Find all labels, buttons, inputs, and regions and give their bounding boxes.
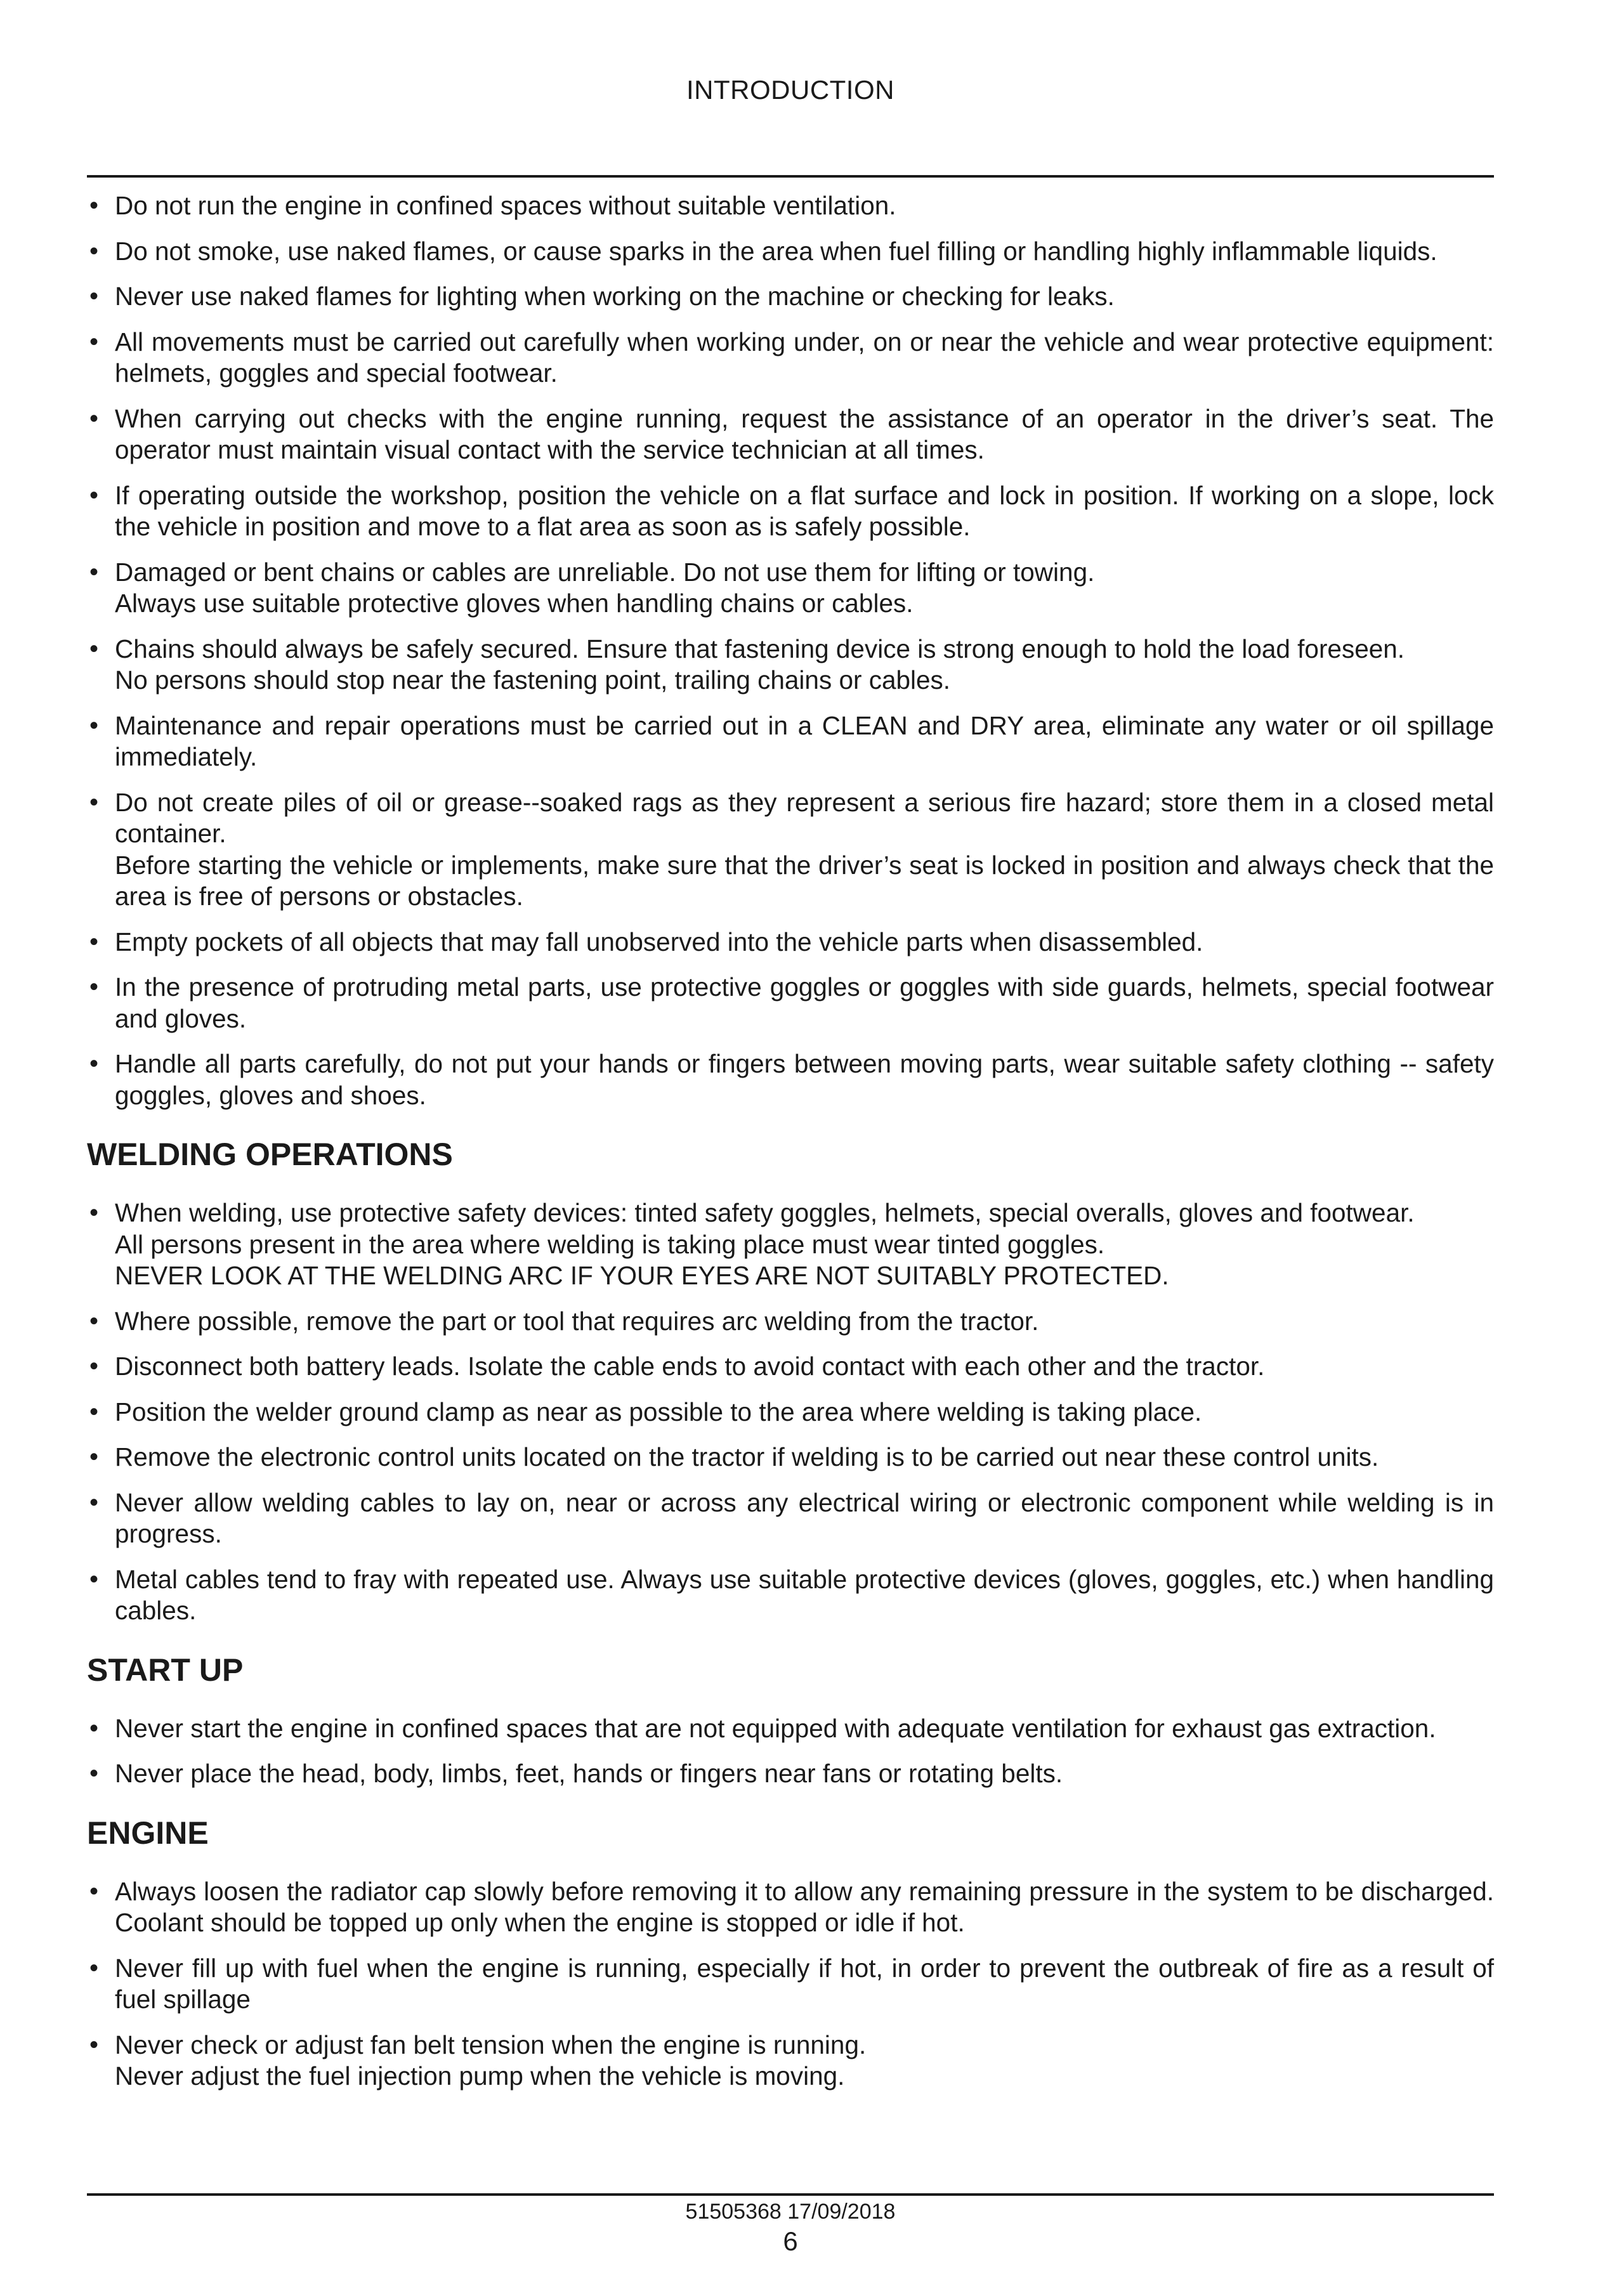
bullet-text: • Where possible, remove the part or tool that requires arc welding from the tractor. [115, 1306, 1039, 1336]
bullet-text: All persons present in the area where welding is taking place must wear tinted goggles. [115, 1229, 1105, 1259]
bullet-text: • Position the welder ground clamp as near as possible to the area where welding is taking place. [115, 1397, 1202, 1426]
bullet-text: • Always loosen the radiator cap slowly before removing it to allow any remaining pressure in the system to be discharged. Coolant should be topped up only when the engine is stopped or idle if hot. [115, 1876, 1494, 1937]
page-number: 6 [783, 2226, 798, 2256]
bullet-text: • Empty pockets of all objects that may fall unobserved into the vehicle parts when disassembled. [115, 927, 1203, 956]
header-rule [87, 175, 1494, 178]
bullet-item [87, 2030, 1494, 2092]
bullet-item [87, 557, 1494, 620]
bullet-text: • Metal cables tend to fray with repeated use. Always use suitable protective devices (gloves, goggles, etc.) when handling cables. [115, 1564, 1494, 1625]
bullet-text: • If operating outside the workshop, position the vehicle on a flat surface and lock in position. If working on a slope, lock the vehicle in position and move to a flat area as soon as is safely possible. [115, 480, 1494, 541]
page-content [87, 190, 1494, 2106]
bullet-item [87, 1953, 1494, 2016]
bullet-text: • In the presence of protruding metal parts, use protective goggles or goggles with side guards, helmets, special footwear and gloves. [115, 972, 1494, 1033]
bullet-item [87, 972, 1494, 1034]
bullet-text: • When carrying out checks with the engine running, request the assistance of an operator in the driver’s seat. The operator must maintain visual contact with the service technician at all times. [115, 403, 1494, 464]
bullet-item [87, 1442, 1494, 1473]
bullet-text: • Never start the engine in confined spaces that are not equipped with adequate ventilation for exhaust gas extraction. [115, 1713, 1436, 1743]
general-safety-list [87, 190, 1494, 1111]
bullet-item [87, 190, 1494, 222]
bullet-item [87, 1197, 1494, 1292]
bullet-text: • Disconnect both battery leads. Isolate the cable ends to avoid contact with each other and the tractor. [115, 1352, 1265, 1381]
engine-list [87, 1876, 1494, 2092]
engine-heading: ENGINE [87, 1815, 209, 1851]
bullet-item [87, 281, 1494, 313]
bullet-text: • Do not create piles of oil or grease--soaked rags as they represent a serious fire hazard; store them in a closed metal container. [115, 787, 1494, 848]
bullet-text: • Never place the head, body, limbs, feet, hands or fingers near fans or rotating belts. [115, 1759, 1063, 1788]
bullet-item [87, 927, 1494, 958]
bullet-item [87, 1351, 1494, 1383]
bullet-item [87, 327, 1494, 389]
bullet-text: • Never allow welding cables to lay on, near or across any electrical wiring or electronic component while welding is in progress. [115, 1487, 1494, 1548]
bullet-text: • All movements must be carried out carefully when working under, on or near the vehicle and wear protective equipment: helmets, goggles and special footwear. [115, 327, 1494, 388]
bullet-text: • Never check or adjust fan belt tension when the engine is running. [115, 2030, 867, 2059]
bullet-text: NEVER LOOK AT THE WELDING ARC IF YOUR EYES ARE NOT SUITABLY PROTECTED. [115, 1261, 1169, 1290]
bullet-text: • Remove the electronic control units located on the tractor if welding is to be carried out near these control units. [115, 1442, 1379, 1471]
document-page [87, 0, 1494, 2296]
bullet-item [87, 1306, 1494, 1338]
startup-heading: START UP [87, 1652, 244, 1688]
footer-rule [87, 2193, 1494, 2196]
bullet-item [87, 403, 1494, 466]
bullet-text: Never adjust the fuel injection pump when the vehicle is moving. [115, 2061, 845, 2091]
bullet-text: • Handle all parts carefully, do not put your hands or fingers between moving parts, wear suitable safety clothing -- safety goggles, gloves and shoes. [115, 1049, 1494, 1110]
bullet-item [87, 1564, 1494, 1627]
bullet-item [87, 1397, 1494, 1428]
startup-list [87, 1713, 1494, 1790]
bullet-text: • Never fill up with fuel when the engine is running, especially if hot, in order to prevent the outbreak of fire as a result of fuel spillage [115, 1953, 1494, 2014]
bullet-item [87, 634, 1494, 696]
bullet-text: • When welding, use protective safety devices: tinted safety goggles, helmets, special overalls, gloves and footwear. [115, 1198, 1415, 1227]
bullet-item [87, 710, 1494, 773]
bullet-text: • Do not smoke, use naked flames, or cause sparks in the area when fuel filling or handling highly inflammable liquids. [115, 236, 1437, 266]
bullet-item [87, 787, 1494, 913]
bullet-item [87, 1758, 1494, 1790]
page-header-title: INTRODUCTION [686, 75, 894, 105]
bullet-item [87, 1713, 1494, 1745]
bullet-text: • Chains should always be safely secured. Ensure that fastening device is strong enough to hold the load foreseen. [115, 634, 1405, 663]
bullet-text: Always use suitable protective gloves when handling chains or cables. [115, 589, 914, 618]
welding-list [87, 1197, 1494, 1627]
bullet-text: No persons should stop near the fastening point, trailing chains or cables. [115, 665, 951, 695]
document-code: 51505368 17/09/2018 [685, 2200, 896, 2224]
bullet-item [87, 236, 1494, 268]
bullet-text: • Do not run the engine in confined spaces without suitable ventilation. [115, 191, 896, 220]
bullet-item [87, 1487, 1494, 1550]
bullet-item [87, 1048, 1494, 1111]
bullet-text: • Maintenance and repair operations must be carried out in a CLEAN and DRY area, eliminate any water or oil spillage immediately. [115, 710, 1494, 771]
welding-heading: WELDING OPERATIONS [87, 1137, 453, 1172]
bullet-item [87, 1876, 1494, 1939]
bullet-text: Before starting the vehicle or implements, make sure that the driver’s seat is locked in position and always check that the area is free of persons or obstacles. [115, 850, 1494, 911]
bullet-text: • Never use naked flames for lighting when working on the machine or checking for leaks. [115, 282, 1115, 311]
bullet-item [87, 480, 1494, 543]
bullet-text: • Damaged or bent chains or cables are unreliable. Do not use them for lifting or towing. [115, 557, 1095, 587]
